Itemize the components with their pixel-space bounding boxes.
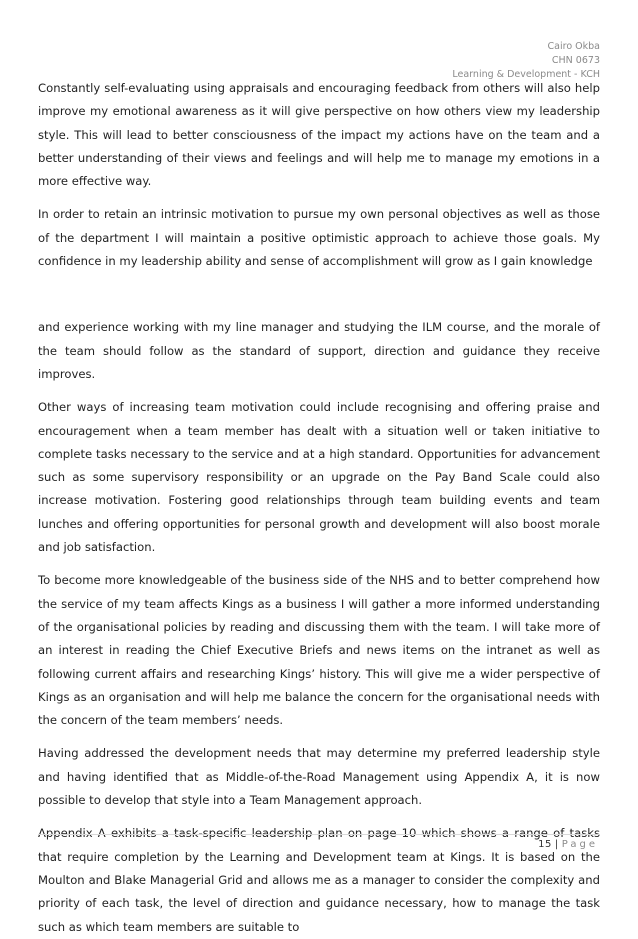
paragraph: Appendix A exhibits a task-specific leadership plan on page 10 which shows a range of tasks that require completion by the Learning and Development team at Kings. It is based on the Moulton and Blake Managerial Grid and allows me as a manager to consider the complexity and priority of each task, the level of direction and guidance necessary, how to manage the task such as which team members are suitable to bbox=[38, 826, 600, 934]
page-header bbox=[452, 40, 600, 82]
page-label: Page bbox=[561, 839, 598, 850]
paragraph: Other ways of increasing team motivation could include recognising and offering praise and encouragement when a team member has dealt with a situation well or taken initiative to complete tasks necessary to the service and at a high standard. Opportunities for advancement such as some supervisory responsibility or an upgrade on the Pay Band Scale could also increase motivation. Fostering good relationships through team building events and team lunches and offering opportunities for personal growth and development will also boost morale and job satisfaction. bbox=[38, 400, 600, 555]
header-department: Learning & Development - KCH bbox=[452, 69, 600, 80]
header-code: CHN 0673 bbox=[551, 55, 600, 66]
document-body bbox=[38, 77, 600, 939]
paragraph: In order to retain an intrinsic motivation to pursue my own personal objectives as well as those of the department I will maintain a positive optimistic approach to achieve those goals. My confidence in my leadership ability and sense of accomplishment will grow as I gain knowledge bbox=[38, 207, 600, 269]
header-author: Cairo Okba bbox=[547, 41, 600, 52]
paragraph: Constantly self-evaluating using appraisals and encouraging feedback from others will also help improve my emotional awareness as it will give perspective on how others view my leadership style. This will lead to better consciousness of the impact my actions have on the team and a better understanding of their views and feelings and will help me to manage my emotions in a more effective way. bbox=[38, 81, 600, 189]
footer-separator: | bbox=[554, 839, 559, 850]
page-number: 15 bbox=[538, 839, 552, 850]
paragraph: Having addressed the development needs that may determine my preferred leadership style and having identified that as Middle-of-the-Road Management using Appendix A, it is now possible to develop that style into a Team Management approach. bbox=[38, 746, 600, 808]
footer-divider bbox=[38, 834, 600, 835]
paragraph: and experience working with my line manager and studying the ILM course, and the morale of the team should follow as the standard of support, direction and guidance they receive improves. bbox=[38, 320, 600, 381]
page-footer bbox=[538, 839, 598, 850]
paragraph: To become more knowledgeable of the business side of the NHS and to better comprehend how the service of my team affects Kings as a business I will gather a more informed understanding of the organisational policies by reading and discussing them with the team. I will take more of an interest in reading the Chief Executive Briefs and news items on the intranet as well as following current affairs and researching Kings’ history. This will give me a wider perspective of Kings as an organisation and will help me balance the concern for the organisational needs with the concern of the team members’ needs. bbox=[38, 573, 600, 728]
